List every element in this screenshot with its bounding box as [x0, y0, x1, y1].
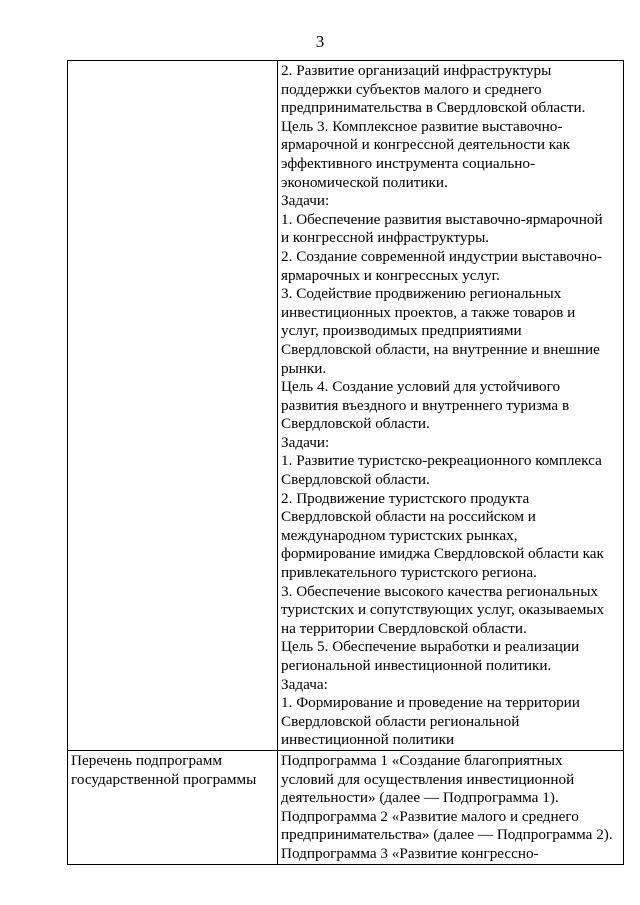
text-line: ярмарочных и конгрессных услуг. — [281, 266, 500, 284]
text-line: эффективного инструмента социально- — [281, 154, 536, 172]
text-line: ярмарочной и конгрессной деятельности как — [281, 136, 571, 154]
text-line: 1. Развитие туристско-рекреационного комплекса — [281, 452, 602, 470]
text-line: Задачи: — [281, 192, 330, 210]
text-line: формирование имиджа Свердловской области как — [281, 545, 604, 563]
text-line: государственной программы — [71, 770, 257, 788]
text-line: и конгрессной инфраструктуры. — [281, 229, 490, 247]
text-line: 3. Содействие продвижению региональных — [281, 285, 562, 303]
text-line: 2. Создание современной индустрии выставочно- — [281, 247, 603, 265]
text-line: инвестиционных проектов, а также товаров и — [281, 303, 576, 321]
text-line: Цель 4. Создание условий для устойчивого — [281, 378, 561, 396]
text-line: 3. Обеспечение высокого качества региональных — [281, 582, 599, 600]
text-line: 2. Продвижение туристского продукта — [281, 489, 530, 507]
text-line: региональной инвестиционной политики. — [281, 657, 552, 674]
text-line: Цель 3. Комплексное развитие выставочно- — [281, 117, 563, 135]
text-line: Свердловской области. — [281, 471, 430, 489]
text-line: деятельности» (далее — Подпрограмма 1). — [281, 789, 559, 807]
text-line: Подпрограмма 1 «Создание благоприятных — [281, 751, 563, 769]
text-line: Свердловской области. — [281, 415, 430, 433]
text-line: Подпрограмма 3 «Развитие конгрессно- — [281, 844, 539, 862]
row1-left-cell — [68, 61, 278, 751]
text-line: поддержки субъектов малого и среднего — [281, 80, 542, 98]
table-row — [68, 750, 624, 864]
row2-right-lines — [281, 752, 621, 864]
text-line: Перечень подпрограмм — [71, 751, 223, 769]
text-line: туристских и сопутствующих услуг, оказываемых — [281, 601, 605, 619]
text-line: привлекательного туристского региона. — [281, 564, 537, 582]
text-line: Задача: — [281, 675, 328, 693]
text-line: Свердловской области на российском и — [281, 508, 536, 526]
text-line: услуг, производимых предприятиями — [281, 322, 522, 340]
table-row — [68, 61, 624, 751]
text-line: рынки. — [281, 359, 327, 377]
text-line: развития въездного и внутреннего туризма в — [281, 396, 570, 414]
row2-right-cell — [278, 750, 624, 864]
text-line: инвестиционной политики — [281, 731, 455, 749]
text-line: на территории Свердловской области. — [281, 619, 527, 637]
row2-left-cell — [68, 750, 278, 864]
page-number: 3 — [315, 32, 325, 51]
text-line: Свердловской области региональной — [281, 712, 520, 730]
text-line: Свердловской области, на внутренние и внешние — [281, 340, 600, 358]
text-line: 1. Формирование и проведение на территории — [281, 694, 580, 712]
text-line: предпринимательства» (далее — Подпрограмма 2). — [281, 826, 613, 844]
row1-right-cell — [278, 61, 624, 751]
text-line: экономической политики. — [281, 173, 448, 191]
text-line: международном туристских рынках, — [281, 526, 518, 544]
text-line: Цель 5. Обеспечение выработки и реализации — [281, 638, 580, 656]
text-line: Задачи: — [281, 433, 330, 451]
text-line: Подпрограмма 2 «Развитие малого и среднего — [281, 807, 579, 825]
text-line: предпринимательства в Свердловской области. — [281, 99, 586, 117]
program-passport-table — [67, 60, 624, 865]
row1-right-lines — [281, 62, 621, 750]
text-line: условий для осуществления инвестиционной — [281, 770, 575, 788]
text-line: 2. Развитие организаций инфраструктуры — [281, 62, 552, 79]
row2-left-lines — [71, 752, 275, 789]
text-line: 1. Обеспечение развития выставочно-ярмарочной — [281, 210, 603, 228]
